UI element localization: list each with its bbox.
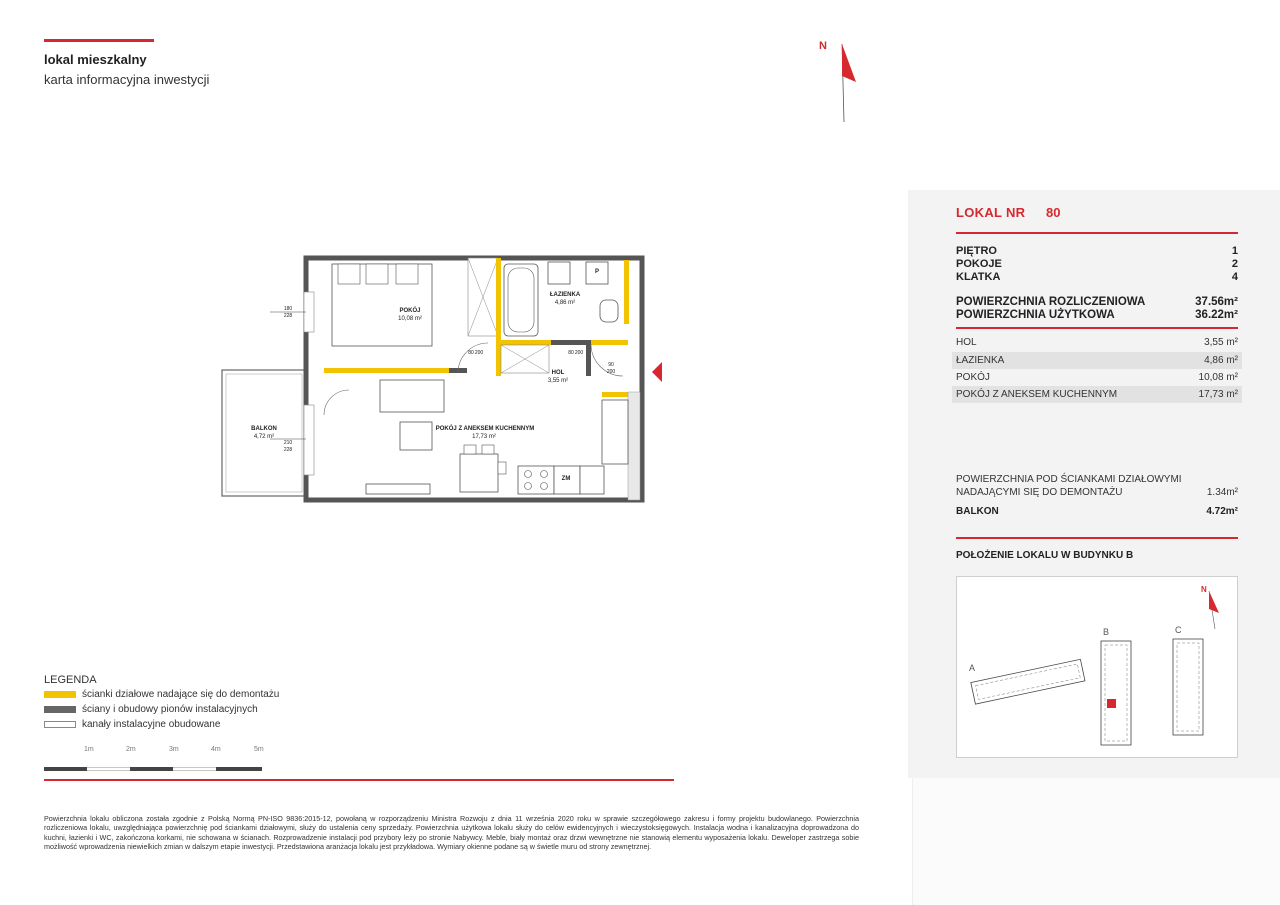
footer-divider (44, 779, 674, 781)
plan-label-pokoj-aneks: POKÓJ Z ANEKSEM KUCHENNYM (435, 426, 535, 432)
plan-area-lazienka: 4,86 m² (554, 300, 576, 306)
partition-label-2: NADAJĄCYMI SIĘ DO DEMONTAŻU (956, 487, 1123, 498)
floor-row (956, 245, 1238, 257)
building-a-label: A (969, 663, 976, 673)
room-row-pokoj-aneks (952, 386, 1242, 403)
plan-label-balkon: BALKON (251, 426, 277, 432)
window-dim-1-bottom: 228 (283, 313, 293, 319)
scale-5m: 5m (254, 746, 264, 753)
balcony-value: 4.72m² (1206, 506, 1238, 517)
legend-item-walls (44, 704, 258, 715)
door-dim-3-top: 90 (608, 362, 614, 368)
scale-4m: 4m (211, 746, 221, 753)
rooms-label: POKOJE (956, 258, 1002, 270)
billing-area-value: 37.56m² (1195, 296, 1238, 308)
legend-swatch-white (44, 721, 76, 728)
partition-value: 1.34m² (1206, 487, 1238, 498)
panel-divider-1 (956, 232, 1238, 234)
scale-bar (44, 758, 262, 762)
partition-row (956, 487, 1238, 498)
door-dim-1-bottom: 200 (474, 350, 484, 356)
building-map-drawing (957, 577, 1239, 759)
room-area: 17,73 m² (1198, 389, 1238, 400)
plan-area-pokoj-aneks: 17,73 m² (472, 434, 496, 440)
legend-swatch-grey (44, 706, 76, 713)
scale-1m: 1m (84, 746, 94, 753)
page-subtitle: karta informacyjna inwestycji (44, 72, 210, 87)
window-dim-2-top: 210 (283, 440, 293, 446)
balcony-row (956, 506, 1238, 517)
usable-area-value: 36.22m² (1195, 309, 1238, 321)
lokal-title: LOKAL NR (956, 205, 1026, 220)
building-b-label: B (1103, 627, 1110, 637)
room-row-lazienka (952, 352, 1242, 369)
legend-item-channels (44, 719, 220, 730)
north-label: N (819, 40, 827, 52)
stair-label: KLATKA (956, 271, 1001, 283)
rooms-row (956, 258, 1238, 270)
scale-3m: 3m (169, 746, 179, 753)
building-c-label: C (1175, 625, 1182, 635)
room-row-hol (952, 334, 1242, 351)
room-row-pokoj (952, 369, 1242, 386)
plan-label-hol: HOL (551, 370, 565, 376)
room-name: HOL (956, 337, 977, 348)
floor-plan-drawing (200, 240, 680, 520)
door-dim-1-top: 80 (468, 350, 474, 356)
scale-2m: 2m (126, 746, 136, 753)
billing-area-row (956, 296, 1238, 308)
page-title: lokal mieszkalny (44, 52, 147, 67)
legend-label: kanały instalacyjne obudowane (82, 719, 221, 730)
floor-label: PIĘTRO (956, 245, 997, 257)
door-dim-2-top: 80 (568, 350, 574, 356)
info-panel-lower (912, 778, 1280, 905)
stair-row (956, 271, 1238, 283)
header-accent-line (44, 39, 154, 42)
building-location-map (956, 576, 1238, 758)
room-name: POKÓJ Z ANEKSEM KUCHENNYM (956, 389, 1118, 400)
legend-label: ścianki działowe nadające się do demontażu (82, 689, 280, 700)
balcony-label: BALKON (956, 506, 999, 517)
room-name: ŁAZIENKA (956, 355, 1005, 366)
billing-area-label: POWIERZCHNIA ROZLICZENIOWA (956, 296, 1146, 308)
rooms-value: 2 (1231, 258, 1238, 270)
footer-disclaimer: Powierzchnia lokalu obliczona została zgodnie z Polską Normą PN-ISO 9836:2015-12, powołaną w rozporządzeniu Ministra Rozwoju z dnia 11 września 2020 roku w sprawie szczegółowego zakresu i formy projektu budowlanego. Powierzchnia rozliczeniowa lokalu, uwzględniająca powierzchnię pod ściankami działowymi, służy do ustalenia ceny sprzedaży. Powierzchnia użytkowa lokalu służy do celów ewidencyjnych i wieczystoksięgowych. Instalacja wodna i kanalizacyjna doprowadzona do kuchni, łazienki i WC, zakończona korkami, nie schowana w ścianach. Rozprowadzenie instalacji pod przybory leży po stronie Nabywcy. Meble, biały montaż oraz drzwi wewnętrzne nie stanowią elementu wyposażenia lokalu. Deweloper zastrzega sobie możliwość wprowadzenia niewielkich zmian w dalszym etapie inwestycji. Przedstawiona aranżacja lokalu jest przykładowa. Wymiary okienne podane są w świetle muru od strony zewnętrznej. (44, 814, 859, 852)
floor-value: 1 (1231, 245, 1238, 257)
plan-area-balkon: 4,72 m² (253, 434, 275, 440)
plan-area-pokoj: 10,08 m² (398, 316, 422, 322)
plan-label-p: P (594, 269, 599, 275)
north-compass-icon (815, 36, 865, 126)
door-dim-2-bottom: 200 (574, 350, 584, 356)
door-dim-3-bottom: 200 (606, 369, 616, 375)
room-area: 3,55 m² (1204, 337, 1238, 348)
room-area: 10,08 m² (1198, 372, 1238, 383)
room-area: 4,86 m² (1204, 355, 1238, 366)
lokal-number: 80 (1046, 205, 1061, 220)
legend-item-partition (44, 689, 279, 700)
plan-label-pokoj: POKÓJ (399, 308, 421, 314)
legend-label: ściany i obudowy pionów instalacyjnych (82, 704, 258, 715)
partition-label-1: POWIERZCHNIA POD ŚCIANKAMI DZIAŁOWYMI (956, 474, 1182, 485)
panel-divider-3 (956, 537, 1238, 539)
floor-plan (200, 240, 680, 520)
panel-divider-2 (956, 327, 1238, 329)
plan-label-lazienka: ŁAZIENKA (549, 292, 581, 298)
usable-area-label: POWIERZCHNIA UŻYTKOWA (956, 309, 1115, 321)
legend-title: LEGENDA (44, 674, 97, 686)
map-north-label: N (1201, 585, 1207, 594)
stair-value: 4 (1231, 271, 1238, 283)
plan-label-zm: ZM (561, 476, 571, 482)
room-name: POKÓJ (956, 372, 990, 383)
plan-area-hol: 3,55 m² (547, 378, 569, 384)
window-dim-1-top: 180 (283, 306, 293, 312)
location-title: POŁOŻENIE LOKALU W BUDYNKU B (956, 550, 1134, 561)
legend-swatch-yellow (44, 691, 76, 698)
window-dim-2-bottom: 228 (283, 447, 293, 453)
usable-area-row (956, 309, 1238, 321)
